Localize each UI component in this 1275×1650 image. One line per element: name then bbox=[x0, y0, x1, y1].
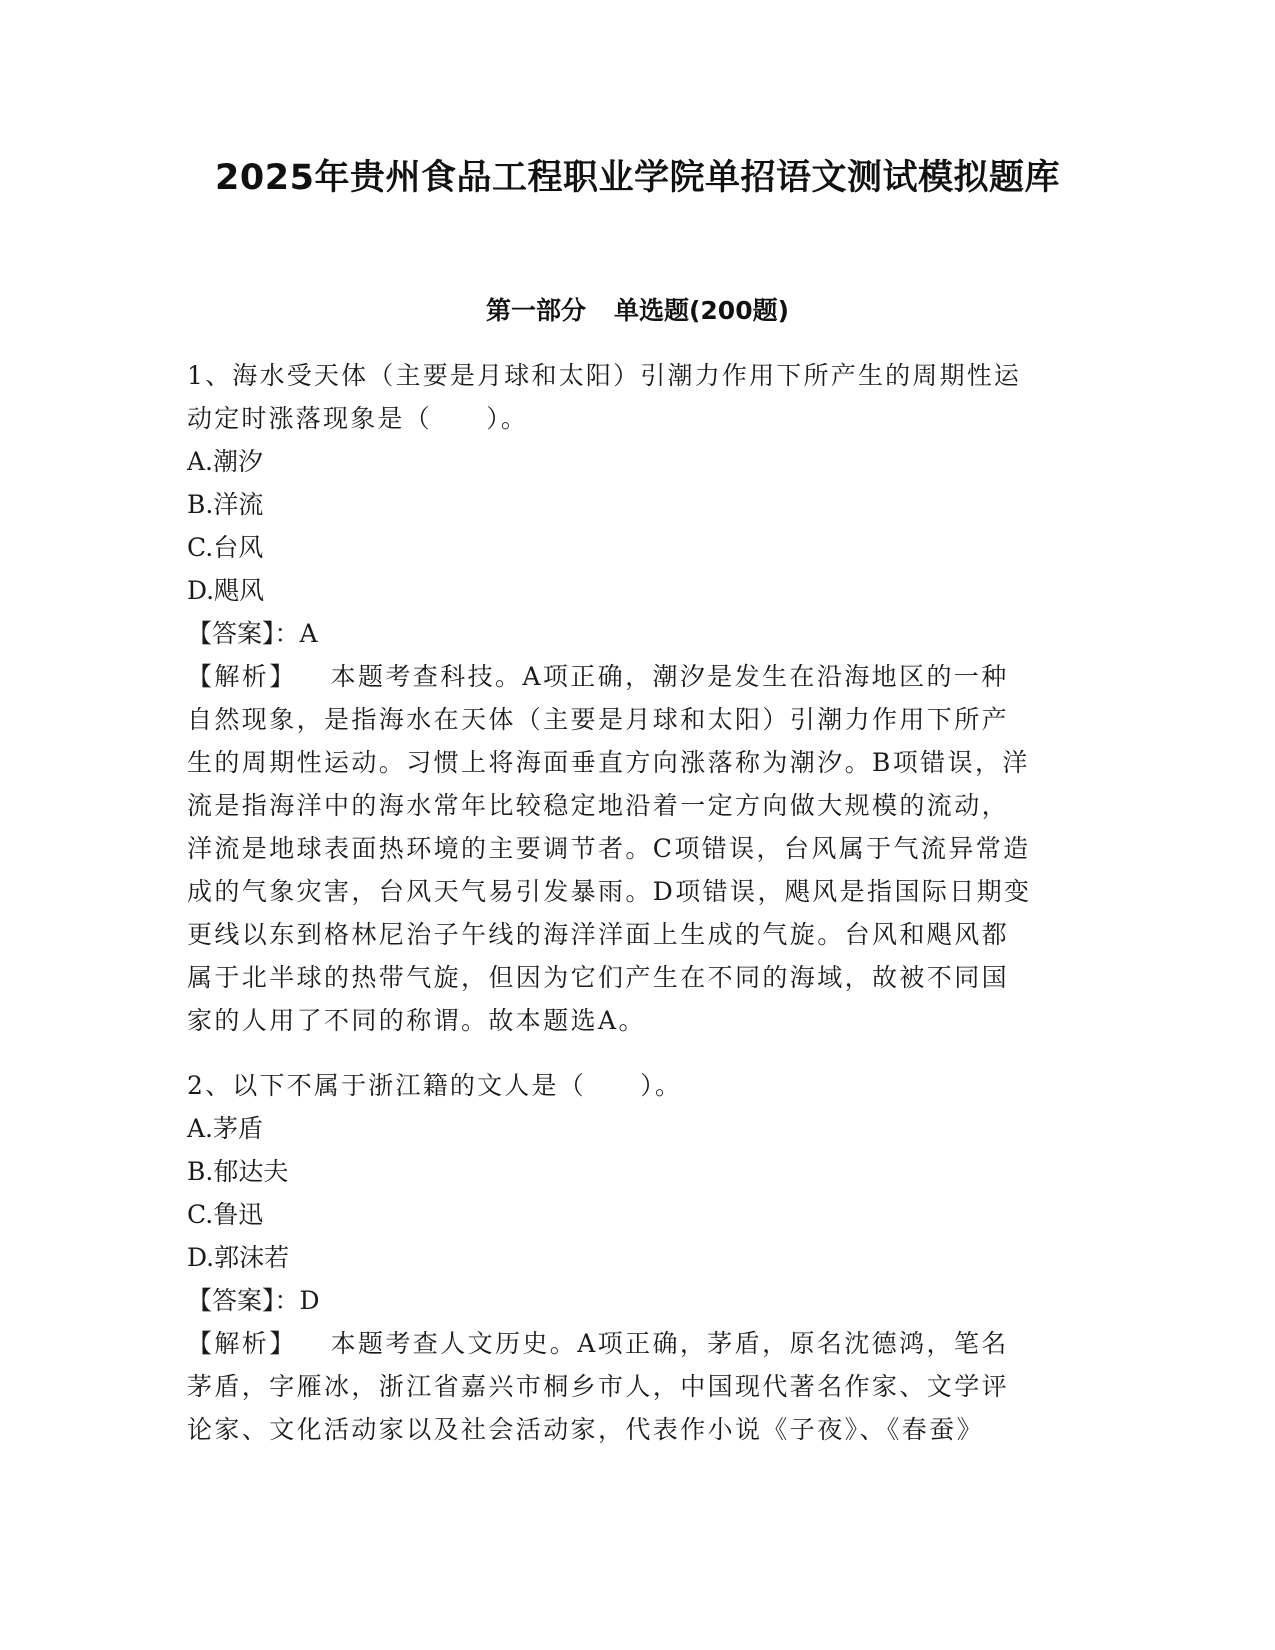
section-part-label: 第一部分 bbox=[485, 296, 586, 325]
option-d bbox=[187, 569, 1087, 612]
answer-value: D bbox=[299, 1286, 320, 1315]
analysis-text-line: 更线以东到格林尼治子午线的海洋洋面上生成的气旋。台风和飓风都 bbox=[187, 920, 1010, 949]
option-text: 潮汐 bbox=[213, 447, 264, 476]
option-letter: D. bbox=[187, 1243, 215, 1272]
analysis-text-line: 属于北半球的热带气旋，但因为它们产生在不同的海域，故被不同国 bbox=[187, 963, 1010, 992]
section-name-label: 单选题(200题) bbox=[613, 296, 790, 325]
option-letter: A. bbox=[187, 447, 214, 476]
option-letter: A. bbox=[187, 1114, 214, 1143]
option-a bbox=[187, 440, 1087, 483]
answer-line bbox=[187, 1279, 1087, 1322]
option-text: 郁达夫 bbox=[213, 1157, 289, 1186]
analysis-text-line: 生的周期性运动。习惯上将海面垂直方向涨落称为潮汐。B项错误，洋 bbox=[187, 748, 1030, 777]
option-b bbox=[187, 483, 1087, 526]
option-text: 飓风 bbox=[214, 576, 265, 605]
analysis-text-line: 自然现象，是指海水在天体（主要是月球和太阳）引潮力作用下所产 bbox=[187, 705, 1010, 734]
analysis-first-line bbox=[187, 1322, 1087, 1365]
option-letter: B. bbox=[187, 490, 214, 519]
option-text: 鲁迅 bbox=[213, 1200, 264, 1229]
option-c bbox=[187, 1193, 1087, 1236]
option-text: 茅盾 bbox=[213, 1114, 264, 1143]
analysis-text-line: 本题考查人文历史。A项正确，茅盾，原名沈德鸿，笔名 bbox=[330, 1329, 1009, 1358]
document-title: 2025年贵州食品工程职业学院单招语文测试模拟题库 bbox=[215, 158, 1060, 198]
analysis-text-line: 家的人用了不同的称谓。故本题选A。 bbox=[187, 1006, 646, 1035]
option-a bbox=[187, 1107, 1087, 1150]
analysis-first-line bbox=[187, 655, 1087, 698]
option-letter: B. bbox=[187, 1157, 214, 1186]
analysis-text-line: 洋流是地球表面热环境的主要调节者。C项错误，台风属于气流异常造 bbox=[187, 834, 1031, 863]
option-letter: C. bbox=[187, 533, 214, 562]
option-text: 台风 bbox=[213, 533, 264, 562]
question-stem-line: 1、海水受天体（主要是月球和太阳）引潮力作用下所产生的周期性运 bbox=[187, 361, 1022, 390]
option-c bbox=[187, 526, 1087, 569]
answer-label: 【答案】： bbox=[187, 1286, 300, 1315]
question-stem-line: 2、以下不属于浙江籍的文人是（ ）。 bbox=[187, 1071, 683, 1100]
analysis-label: 【解析】 bbox=[187, 1329, 297, 1358]
option-d bbox=[187, 1236, 1087, 1279]
analysis-text-line: 论家、文化活动家以及社会活动家，代表作小说《子夜》、《春蚕》 bbox=[187, 1415, 985, 1444]
analysis-text-line: 茅盾，字雁冰，浙江省嘉兴市桐乡市人，中国现代著名作家、文学评 bbox=[187, 1372, 1010, 1401]
option-text: 郭沫若 bbox=[214, 1243, 290, 1272]
analysis-text-line: 流是指海洋中的海水常年比较稳定地沿着一定方向做大规模的流动， bbox=[187, 791, 1010, 820]
answer-label: 【答案】： bbox=[187, 619, 300, 648]
answer-line bbox=[187, 612, 1087, 655]
question-stem-line: 动定时涨落现象是（ ）。 bbox=[187, 404, 529, 433]
question-item bbox=[187, 354, 1087, 1042]
analysis-text-line: 成的气象灾害，台风天气易引发暴雨。D项错误，飓风是指国际日期变 bbox=[187, 877, 1032, 906]
question-list bbox=[187, 354, 1087, 1473]
analysis-label: 【解析】 bbox=[187, 662, 297, 691]
option-b bbox=[187, 1150, 1087, 1193]
section-title bbox=[0, 291, 1275, 327]
option-text: 洋流 bbox=[213, 490, 264, 519]
answer-value: A bbox=[299, 619, 318, 648]
option-letter: D. bbox=[187, 576, 215, 605]
analysis-text-line: 本题考查科技。A项正确，潮汐是发生在沿海地区的一种 bbox=[330, 662, 1009, 691]
option-letter: C. bbox=[187, 1200, 214, 1229]
question-item bbox=[187, 1064, 1087, 1451]
